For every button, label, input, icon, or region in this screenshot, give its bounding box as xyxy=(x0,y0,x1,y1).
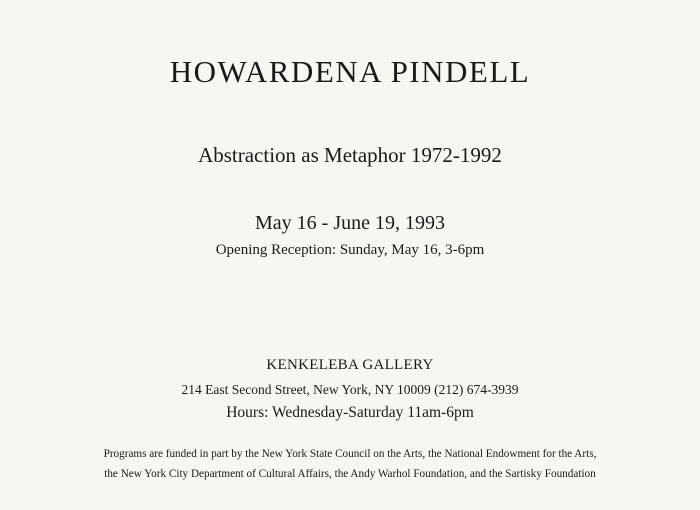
gallery-hours: Hours: Wednesday-Saturday 11am-6pm xyxy=(226,404,474,421)
funding-credits-line-1: Programs are funded in part by the New York State Council on the Arts, the National Endowment for the Arts, xyxy=(103,448,597,460)
gallery-name: KENKELEBA GALLERY xyxy=(266,357,434,373)
gallery-address: 214 East Second Street, New York, NY 10009 (212) 674-3939 xyxy=(181,382,519,397)
artist-name: HOWARDENA PINDELL xyxy=(169,54,531,89)
funding-credits-line-2: the New York City Department of Cultural Affairs, the Andy Warhol Foundation, and the Sartisky Foundation xyxy=(104,468,596,480)
opening-reception: Opening Reception: Sunday, May 16, 3-6pm xyxy=(215,242,485,258)
exhibition-dates: May 16 - June 19, 1993 xyxy=(255,212,445,234)
exhibition-title: Abstraction as Metaphor 1972-1992 xyxy=(198,143,502,167)
